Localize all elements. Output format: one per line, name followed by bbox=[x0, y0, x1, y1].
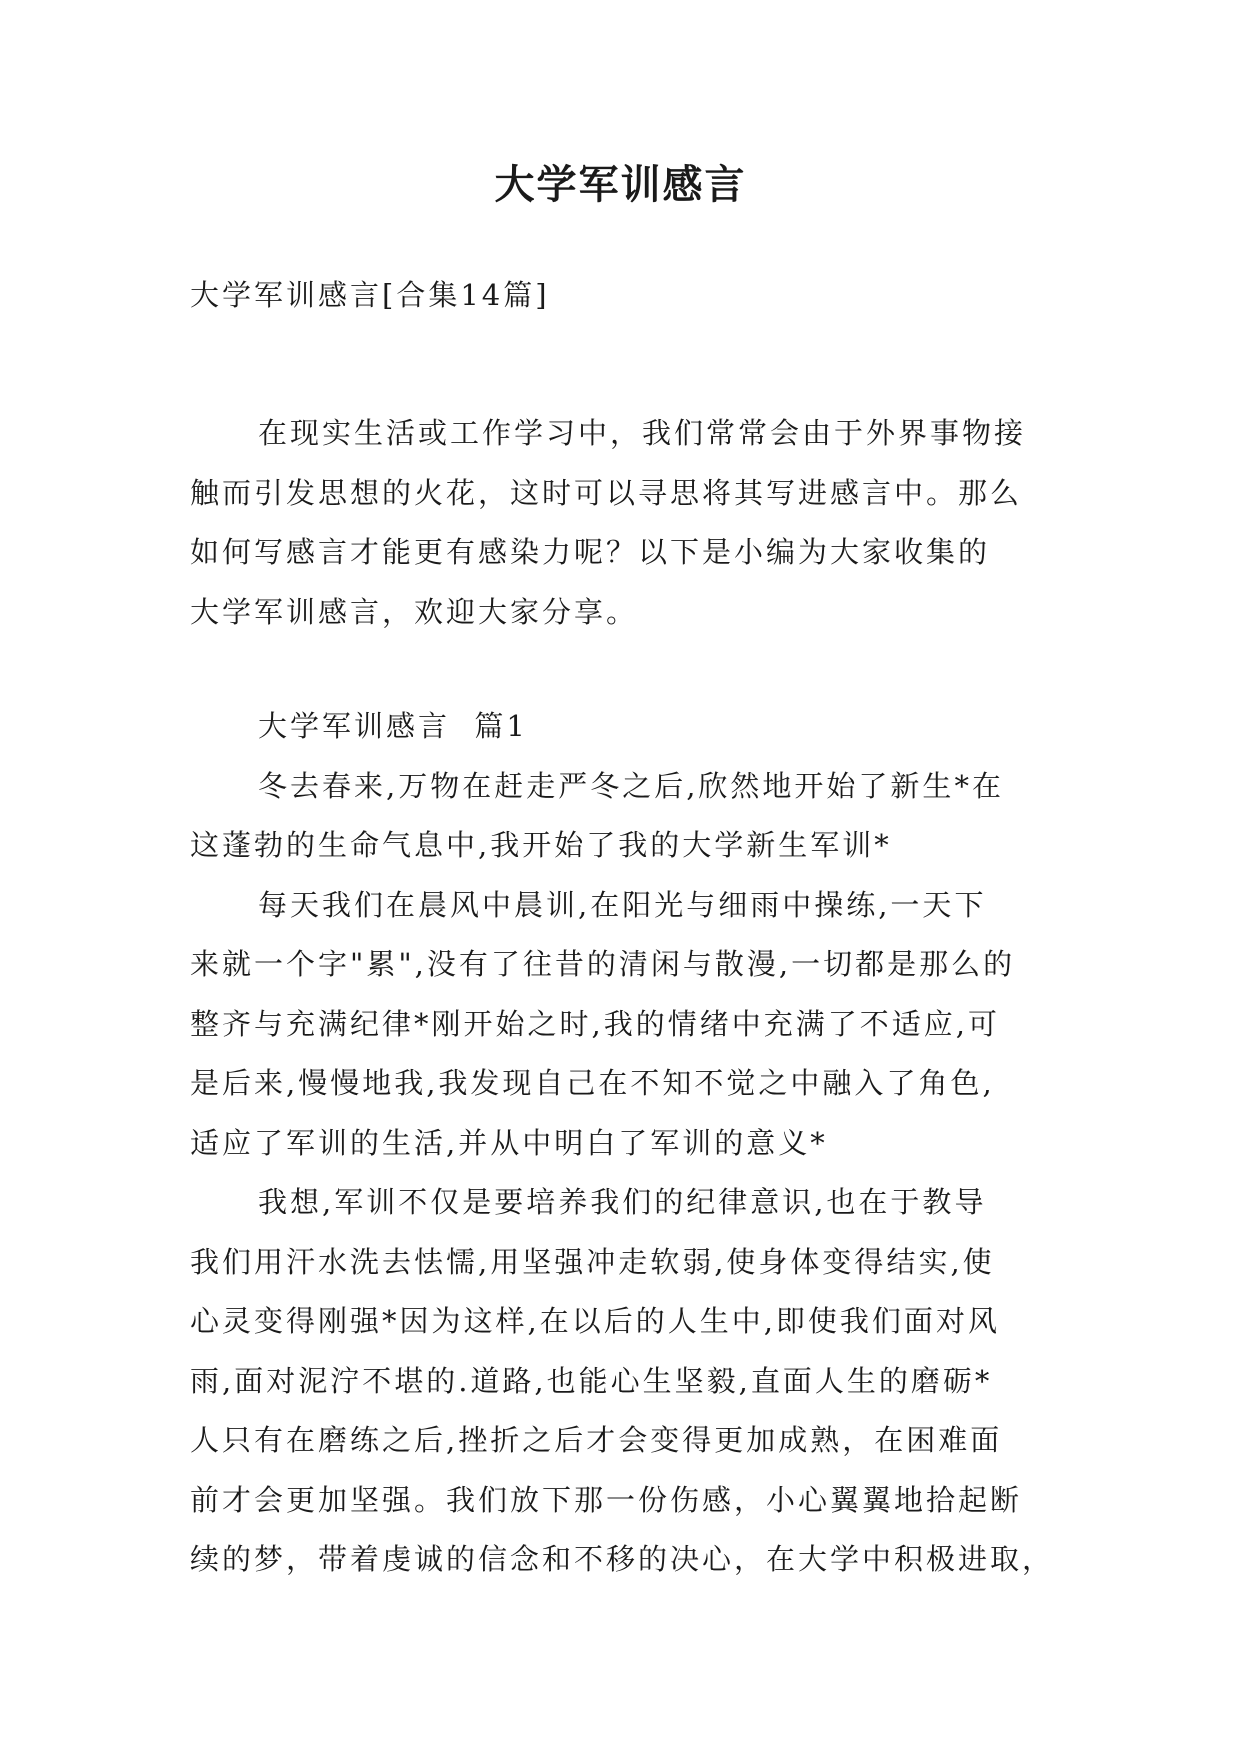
intro-line: 大学军训感言，欢迎大家分享。 bbox=[190, 594, 639, 629]
body-line: 我想,军训不仅是要培养我们的纪律意识,也在于教导 bbox=[258, 1185, 987, 1219]
body-line: 是后来,慢慢地我,我发现自己在不知不觉之中融入了角色, bbox=[190, 1066, 995, 1100]
body-line: 每天我们在晨风中晨训,在阳光与细雨中操练,一天下 bbox=[258, 887, 987, 922]
subtitle-line: 大学军训感言[合集14篇] bbox=[190, 278, 550, 312]
body-line: 人只有在磨练之后,挫折之后才会变得更加成熟，在困难面 bbox=[190, 1423, 1003, 1457]
document-title: 大学军训感言 bbox=[494, 161, 747, 208]
body-line: 雨,面对泥泞不堪的.道路,也能心生坚毅,直面人生的磨砺* bbox=[190, 1363, 993, 1398]
document-subtitle bbox=[190, 266, 1052, 326]
body-line: 续的梦，带着虔诚的信念和不移的决心，在大学中积极进取， bbox=[190, 1542, 1055, 1576]
section-heading: 大学军训感言 篇1 bbox=[258, 709, 528, 743]
body-line: 这蓬勃的生命气息中,我开始了我的大学新生军训* bbox=[190, 828, 892, 862]
body-line: 心灵变得刚强*因为这样,在以后的人生中,即使我们面对风 bbox=[190, 1304, 1000, 1338]
body-line: 适应了军训的生活,并从中明白了军训的意义* bbox=[190, 1125, 828, 1160]
body-line: 冬去春来,万物在赶走严冬之后,欣然地开始了新生*在 bbox=[258, 768, 1004, 803]
intro-line: 触而引发思想的火花，这时可以寻思将其写进感言中。那么 bbox=[190, 475, 1023, 510]
section-1 bbox=[190, 697, 1055, 1590]
intro-paragraph bbox=[190, 404, 1052, 642]
body-line: 前才会更加坚强。我们放下那一份伤感，小心翼翼地拾起断 bbox=[190, 1482, 1023, 1517]
body-line: 我们用汗水洗去怯懦,用坚强冲走软弱,使身体变得结实,使 bbox=[190, 1244, 995, 1279]
intro-line: 在现实生活或工作学习中，我们常常会由于外界事物接 bbox=[258, 416, 1027, 450]
body-line: 来就一个字"累",没有了往昔的清闲与散漫,一切都是那么的 bbox=[190, 947, 1016, 981]
intro-line: 如何写感言才能更有感染力呢？以下是小编为大家收集的 bbox=[190, 535, 991, 569]
body-line: 整齐与充满纪律*刚开始之时,我的情绪中充满了不适应,可 bbox=[190, 1006, 1000, 1041]
